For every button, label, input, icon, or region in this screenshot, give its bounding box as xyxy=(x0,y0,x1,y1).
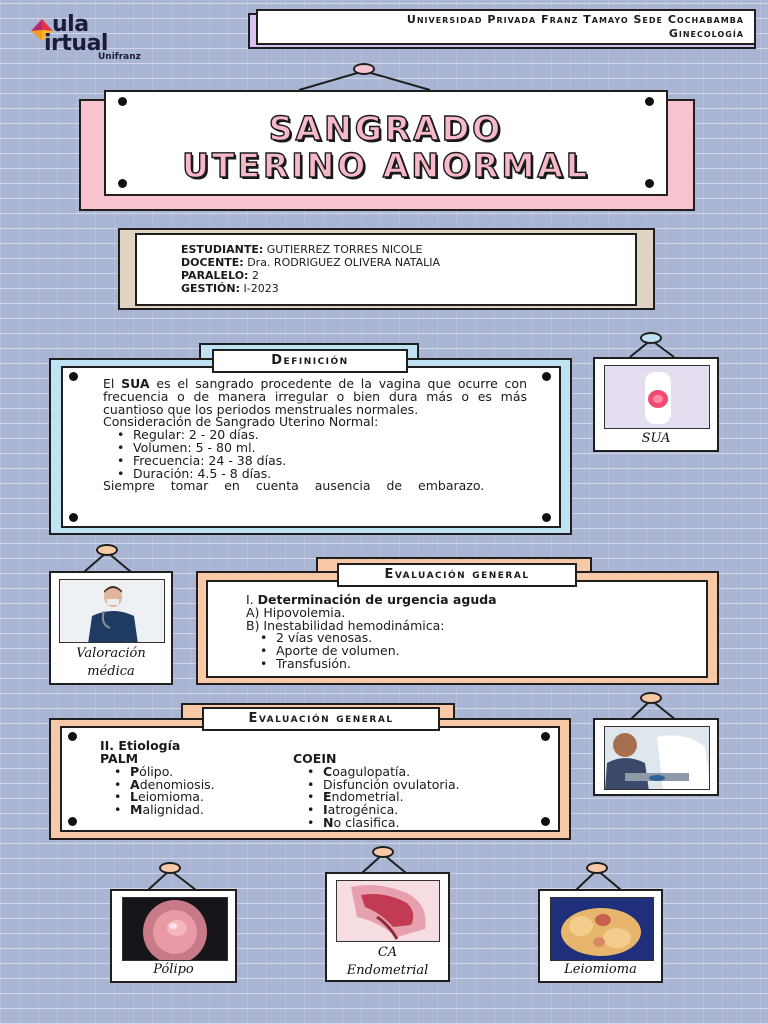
coein-title: COEIN xyxy=(293,751,337,766)
student-row xyxy=(181,243,635,256)
hanger-pin xyxy=(96,544,118,556)
sua-photo xyxy=(604,365,710,429)
board-dot xyxy=(541,817,550,826)
item-text: o clasifica. xyxy=(333,814,400,830)
caption-endometrial: Endometrial xyxy=(346,963,429,978)
term-row xyxy=(181,282,635,295)
item-text: atrogénica. xyxy=(327,802,399,818)
item-text-ovulatoria: Disfunción ovulatoria. xyxy=(323,776,460,792)
item-text: eiomioma. xyxy=(137,789,204,805)
list-item: • Regular: 2 - 20 días. xyxy=(103,429,527,442)
doctor-figure-icon xyxy=(60,580,165,643)
sanitary-pad-icon xyxy=(605,366,710,429)
logo-text-virtual: irtual xyxy=(44,31,108,56)
student-value: GUTIERREZ TORRES NICOLE xyxy=(266,243,423,256)
evaluation-2-heading: Evaluación general xyxy=(202,707,440,731)
definition-intro xyxy=(103,378,527,416)
item-text: ólipo. xyxy=(139,763,174,779)
university-name: Universidad Privada Franz Tamayo Sede Cochabamba xyxy=(406,13,744,26)
list-item: • Aporte de volumen. xyxy=(246,645,696,658)
board-dot xyxy=(118,97,127,106)
leiomyoma-specimen-icon xyxy=(551,898,654,961)
section-number: I. xyxy=(246,592,258,607)
logo-text-unifranz: Unifranz xyxy=(98,52,141,62)
palm-title: PALM xyxy=(100,751,139,766)
hanger-pin xyxy=(640,332,662,344)
board-dot xyxy=(69,372,78,381)
hanger-pin xyxy=(586,862,608,874)
normal-criteria-list xyxy=(103,429,527,480)
initial: P xyxy=(130,763,140,779)
caption-polipo: Pólipo xyxy=(153,962,194,977)
parallel-label: PARALELO: xyxy=(181,269,249,282)
list-item: • Duración: 4.5 - 8 días. xyxy=(103,468,527,481)
board-dot xyxy=(645,97,654,106)
consultation-scene-icon xyxy=(605,727,710,790)
board-dot xyxy=(68,817,77,826)
board-dot xyxy=(645,179,654,188)
term-value: I-2023 xyxy=(243,282,279,295)
doctor-photo xyxy=(59,579,165,643)
caption-ca: CA xyxy=(377,945,398,960)
initial: I xyxy=(323,802,328,818)
initial: L xyxy=(130,789,138,805)
logo-text-ula: ula xyxy=(52,12,89,37)
item-text: oagulopatía. xyxy=(332,763,411,779)
board-dot xyxy=(542,372,551,381)
teacher-label: DOCENTE: xyxy=(181,256,244,269)
coein-list xyxy=(293,763,533,830)
definition-heading: Definición xyxy=(212,349,408,373)
teacher-row xyxy=(181,256,635,269)
photo-frame-consultation xyxy=(593,718,719,796)
student-card xyxy=(135,233,637,306)
initial: N xyxy=(323,814,334,830)
initial: M xyxy=(130,802,143,818)
board-dot xyxy=(542,513,551,522)
caption-valoracion-2: médica xyxy=(87,664,135,679)
initial: E xyxy=(323,789,332,805)
photo-frame-leiomioma xyxy=(538,889,663,983)
item-text: alignidad. xyxy=(142,802,204,818)
subject-name: Ginecología xyxy=(668,27,744,40)
board-dot xyxy=(541,732,550,741)
pregnancy-note: Siempre tomar en cuenta ausencia de embarazo. xyxy=(103,478,485,494)
caption-sua: SUA xyxy=(641,431,671,446)
hanger-pin xyxy=(372,846,394,858)
etiology-heading: II. Etiología xyxy=(100,738,181,753)
list-item xyxy=(293,814,533,830)
urgency-title: Determinación de urgencia aguda xyxy=(257,592,497,607)
hemodynamic-list xyxy=(246,632,696,670)
line-hemodynamic: B) Inestabilidad hemodinámica: xyxy=(246,617,445,633)
list-item xyxy=(100,804,280,817)
list-item: • Transfusión. xyxy=(246,658,696,671)
definition-intro-rest: es el sangrado procedente de la vagina que ocurre con frecuencia o de manera irregular o bien dura más o es más cuantioso que los periodos menstruales normales. xyxy=(103,376,527,417)
photo-frame-ca-endometrial xyxy=(325,872,450,982)
page-title-line-2: UTERINO ANORMAL xyxy=(182,146,590,185)
board-dot xyxy=(68,732,77,741)
photo-frame-sua xyxy=(593,357,719,452)
photo-frame-valoracion xyxy=(49,571,173,685)
board-dot xyxy=(118,179,127,188)
coein-column xyxy=(293,753,533,830)
list-item: • Volumen: 5 - 80 ml. xyxy=(103,442,527,455)
hanger-pin xyxy=(640,692,662,704)
sua-term: SUA xyxy=(121,376,150,391)
item-text: ndometrial. xyxy=(331,789,404,805)
page-title-line-1: SANGRADO xyxy=(268,109,504,148)
definition-intro-start: El xyxy=(103,376,122,391)
evaluation-2-panel xyxy=(60,726,560,832)
student-label: ESTUDIANTE: xyxy=(181,243,264,256)
evaluation-1-body xyxy=(246,594,696,671)
definition-panel xyxy=(61,366,561,528)
board-dot xyxy=(69,513,78,522)
line-hypovolemia: A) Hipovolemia. xyxy=(246,604,346,620)
initial: C xyxy=(323,763,333,779)
hanger-pin xyxy=(353,63,375,75)
item-text: denomiosis. xyxy=(139,776,215,792)
list-item: • 2 vías venosas. xyxy=(246,632,696,645)
list-item: • Frecuencia: 24 - 38 días. xyxy=(103,455,527,468)
consultation-photo xyxy=(604,726,710,790)
polyp-endoscopy-icon xyxy=(123,898,228,961)
initial: A xyxy=(130,776,140,792)
evaluation-1-heading: Evaluación general xyxy=(337,563,577,587)
parallel-row xyxy=(181,269,635,282)
polyp-photo xyxy=(122,897,228,961)
parallel-value: 2 xyxy=(251,269,259,282)
caption-leiomioma: Leiomioma xyxy=(564,962,637,977)
leiomyoma-photo xyxy=(550,897,654,961)
title-board xyxy=(104,90,668,196)
evaluation-1-panel xyxy=(206,580,708,678)
term-label: GESTIÓN: xyxy=(181,282,241,295)
photo-frame-polipo xyxy=(110,889,237,983)
endometrial-diagram-photo xyxy=(336,880,440,942)
teacher-value: Dra. RODRIGUEZ OLIVERA NATALIA xyxy=(247,256,441,269)
palm-list xyxy=(100,763,280,818)
normal-heading: Consideración de Sangrado Uterino Normal: xyxy=(103,414,379,430)
palm-column xyxy=(100,753,280,817)
uterus-diagram-icon xyxy=(337,881,440,942)
caption-valoracion-1: Valoración xyxy=(76,646,146,661)
hanger-pin xyxy=(159,862,181,874)
definition-body xyxy=(103,378,527,493)
